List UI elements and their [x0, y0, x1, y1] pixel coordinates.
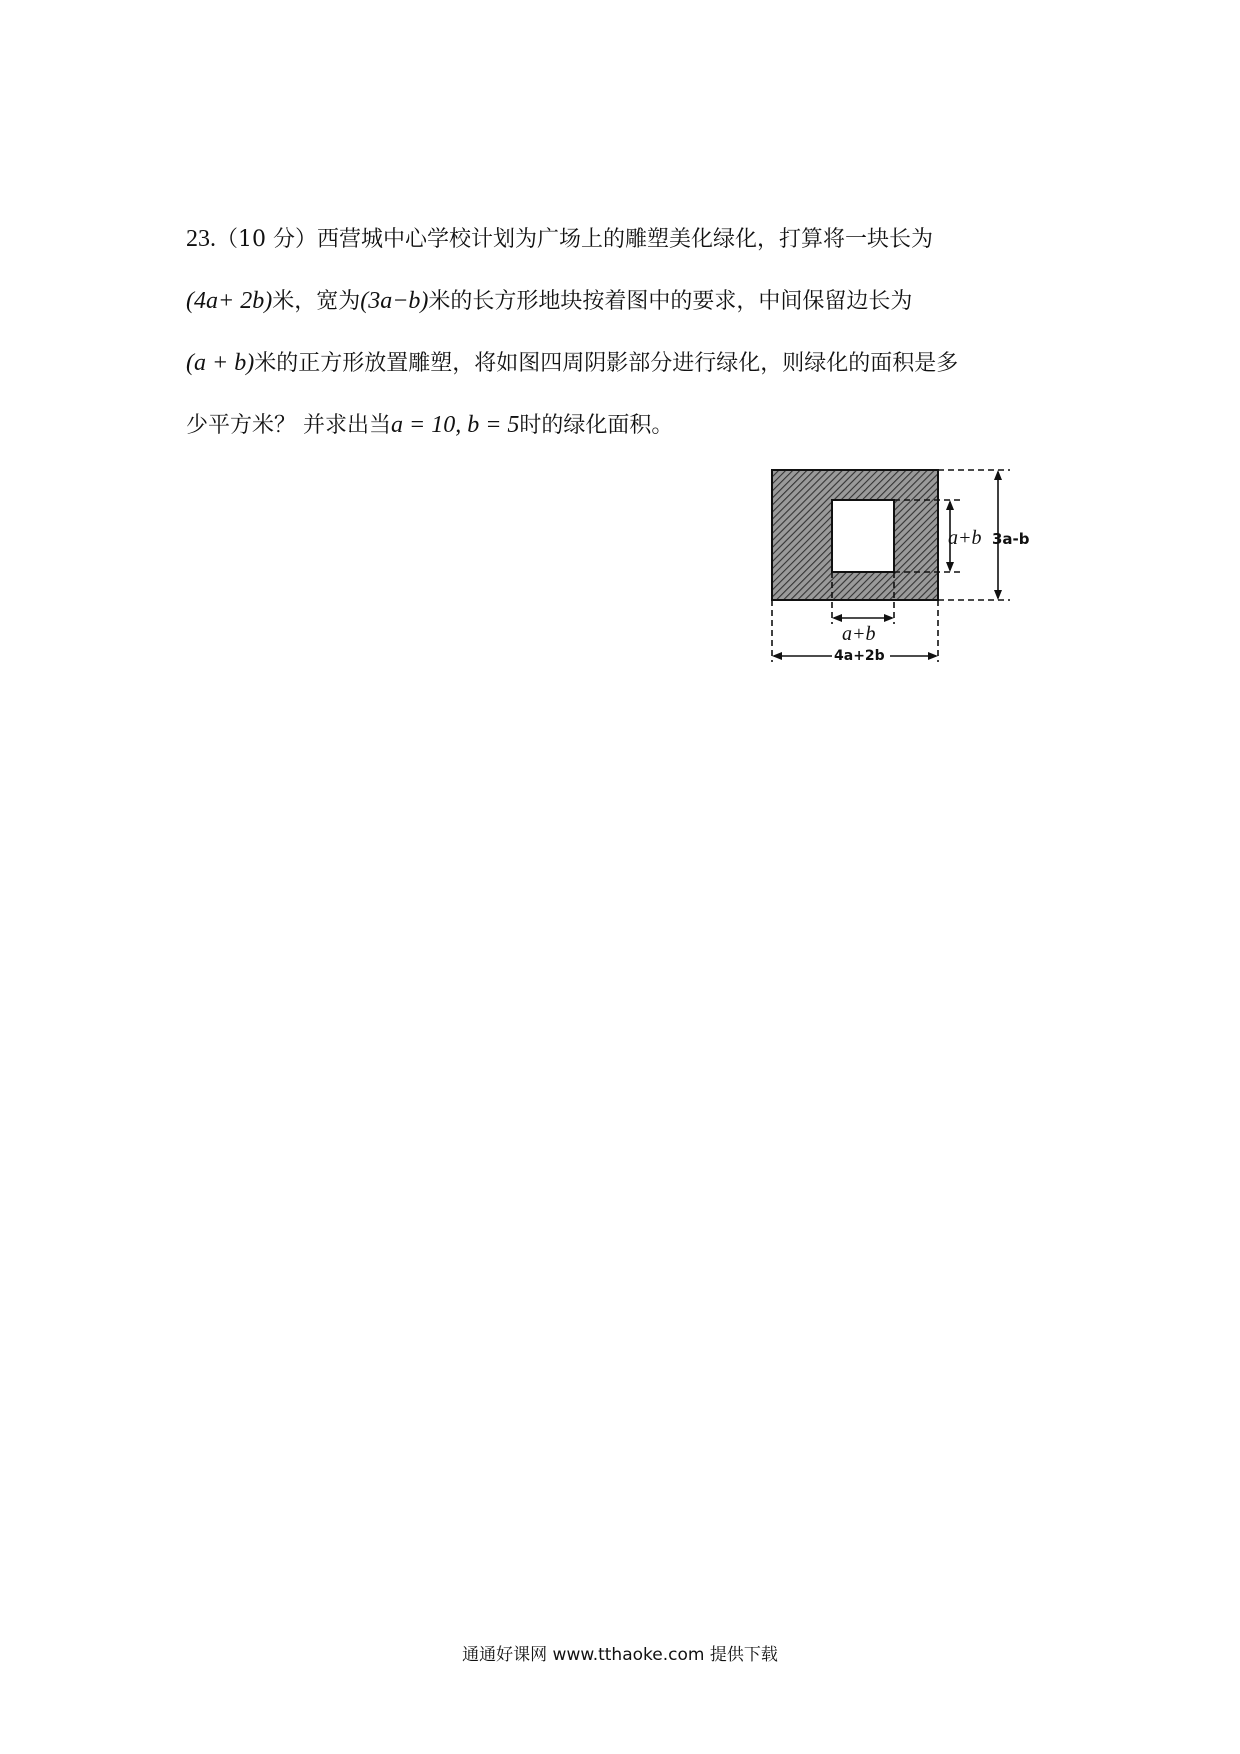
label-outer-height: 3a-b: [992, 530, 1030, 548]
condition-expression: a = 10, b = 5: [391, 412, 520, 438]
problem-line-1: [186, 222, 933, 253]
problem-text-1: 西营城中心学校计划为广场上的雕塑美化绿化，打算将一块长为: [317, 227, 934, 252]
arrow-down-outer: [994, 590, 1002, 600]
arrow-left-inner: [832, 614, 842, 622]
side-expression: (a + b): [186, 350, 255, 376]
problem-line-4: [186, 408, 673, 439]
arrow-right-outer: [928, 652, 938, 660]
arrow-up-inner: [946, 500, 954, 510]
problem-line-2: [186, 284, 912, 315]
length-expression: (4a+ 2b): [186, 288, 273, 314]
width-expression: (3a−b): [360, 288, 429, 314]
problem-line-3: [186, 346, 958, 377]
inner-square: [832, 500, 894, 572]
label-inner-height: a+b: [948, 527, 982, 549]
problem-text-4a: 少平方米？ 并求出当: [186, 413, 391, 438]
problem-text-3: 米的正方形放置雕塑，将如图四周阴影部分进行绿化，则绿化的面积是多: [254, 351, 959, 376]
label-inner-width: a+b: [842, 623, 876, 645]
arrow-right-inner: [884, 614, 894, 622]
problem-text-2a: 米，宽为: [272, 289, 361, 314]
label-outer-width: 4a+2b: [834, 648, 885, 664]
garden-diagram-svg: [760, 460, 1060, 680]
problem-number: 23.: [186, 226, 216, 252]
page-footer: 通通好课网 www.tthaoke.com 提供下载: [462, 1645, 778, 1665]
garden-diagram: [760, 460, 1060, 680]
problem-text-4b: 时的绿化面积。: [519, 413, 674, 438]
problem-score: （10 分）: [216, 227, 317, 252]
arrow-left-outer: [772, 652, 782, 660]
arrow-up-outer: [994, 470, 1002, 480]
arrow-down-inner: [946, 562, 954, 572]
problem-text-2b: 米的长方形地块按着图中的要求，中间保留边长为: [428, 289, 913, 314]
